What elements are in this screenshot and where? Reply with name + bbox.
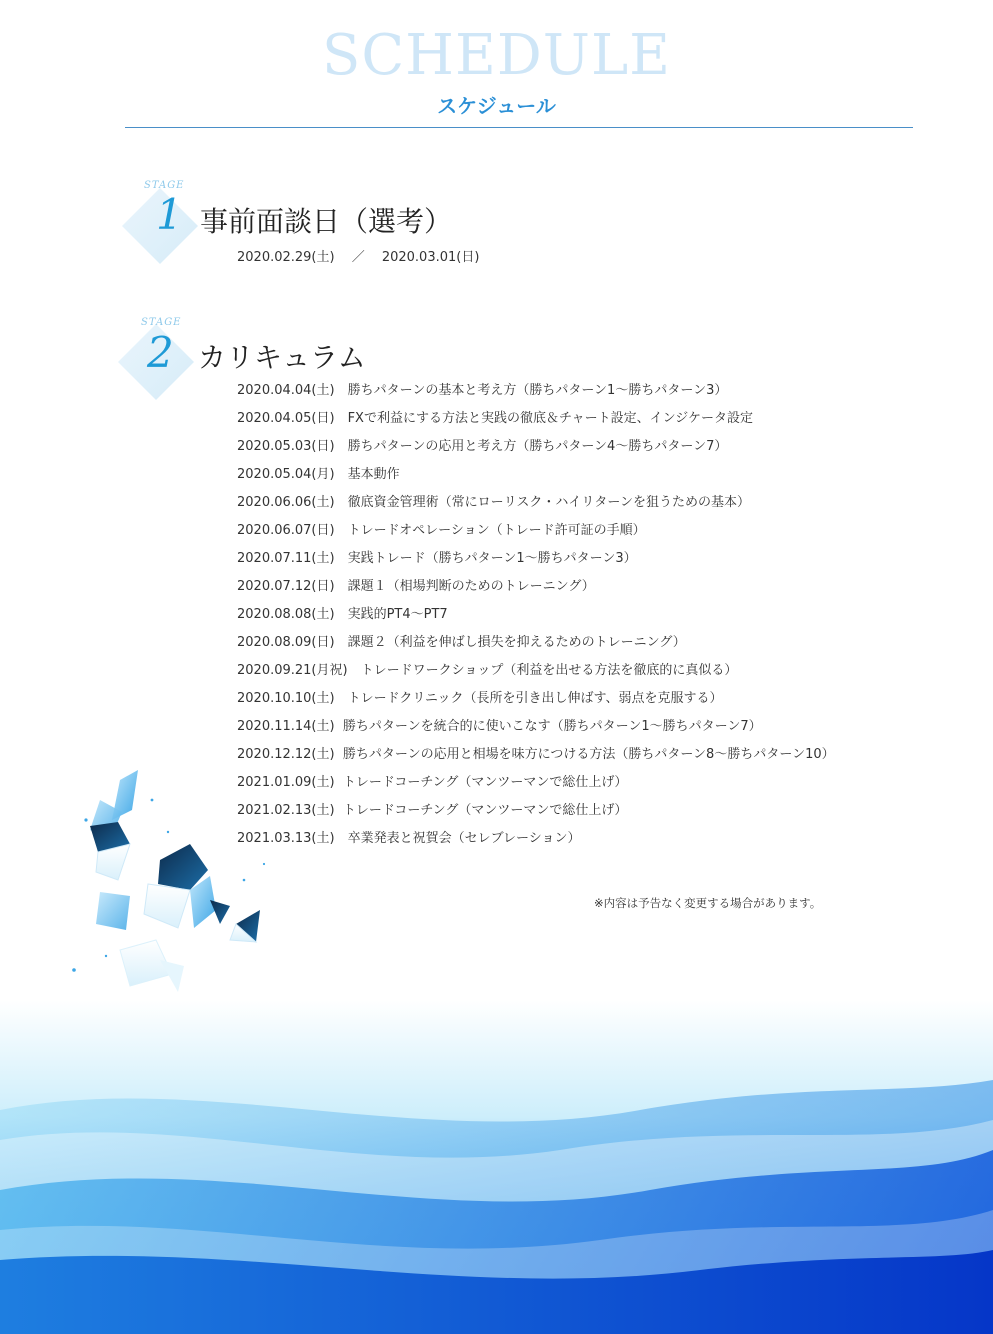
crystal-shards-illustration xyxy=(60,760,300,1020)
list-item: 2020.09.21(月祝) トレードワークショップ（利益を出せる方法を徹底的に真似る） xyxy=(237,663,738,678)
list-item: 2020.06.06(土) 徹底資金管理術（常にローリスク・ハイリターンを狙うための基本） xyxy=(237,495,751,510)
list-item: 2020.08.08(土) 実践的PT4～PT7 xyxy=(237,607,448,622)
list-item: 2020.06.07(日) トレードオペレーション（トレード許可証の手順） xyxy=(237,523,646,538)
stage-2-number: 2 xyxy=(147,328,174,377)
stage-1-number: 1 xyxy=(156,190,183,239)
list-item: 2021.03.13(土) 卒業発表と祝賀会（セレブレーション） xyxy=(237,831,581,846)
page-title-ja: スケジュール xyxy=(437,94,556,118)
stage-1-title: 事前面談日（選考） xyxy=(200,205,453,238)
list-item: 2020.12.12(土) 勝ちパターンの応用と相場を味方につける方法（勝ちパターン8～勝ちパターン10） xyxy=(237,747,835,762)
blue-waves-background xyxy=(0,1000,993,1334)
list-item: 2020.05.04(月) 基本動作 xyxy=(237,467,400,482)
list-item: 2020.07.12(日) 課題１（相場判断のためのトレーニング） xyxy=(237,579,595,594)
list-item: 2020.10.10(土) トレードクリニック（長所を引き出し伸ばす、弱点を克服する） xyxy=(237,691,723,706)
stage-1-dates: 2020.02.29(土) ／ 2020.03.01(日) xyxy=(237,250,480,265)
list-item: 2020.05.03(日) 勝ちパターンの応用と考え方（勝ちパターン4～勝ちパターン7） xyxy=(237,439,728,454)
stage-2-title: カリキュラム xyxy=(198,341,366,374)
list-item: 2021.02.13(土) トレードコーチング（マンツーマンで総仕上げ） xyxy=(237,803,628,818)
stage-1-label: STAGE xyxy=(144,180,185,191)
list-item: 2020.07.11(土) 実践トレード（勝ちパターン1～勝ちパターン3） xyxy=(237,551,637,566)
curriculum-list xyxy=(237,382,835,858)
list-item: 2020.08.09(日) 課題２（利益を伸ばし損失を抑えるためのトレーニング） xyxy=(237,635,686,650)
page-title-en: SCHEDULE xyxy=(321,23,672,88)
disclaimer-note: ※内容は予告なく変更する場合があります。 xyxy=(594,896,822,910)
list-item: 2020.04.05(日) FXで利益にする方法と実践の徹底＆チャート設定、インジケータ設定 xyxy=(237,411,753,426)
list-item: 2021.01.09(土) トレードコーチング（マンツーマンで総仕上げ） xyxy=(237,775,628,790)
header-divider xyxy=(125,127,913,128)
list-item: 2020.04.04(土) 勝ちパターンの基本と考え方（勝ちパターン1～勝ちパターン3） xyxy=(237,383,728,398)
stage-2-label: STAGE xyxy=(141,317,182,328)
list-item: 2020.11.14(土) 勝ちパターンを統合的に使いこなす（勝ちパターン1～勝ちパターン7） xyxy=(237,719,762,734)
